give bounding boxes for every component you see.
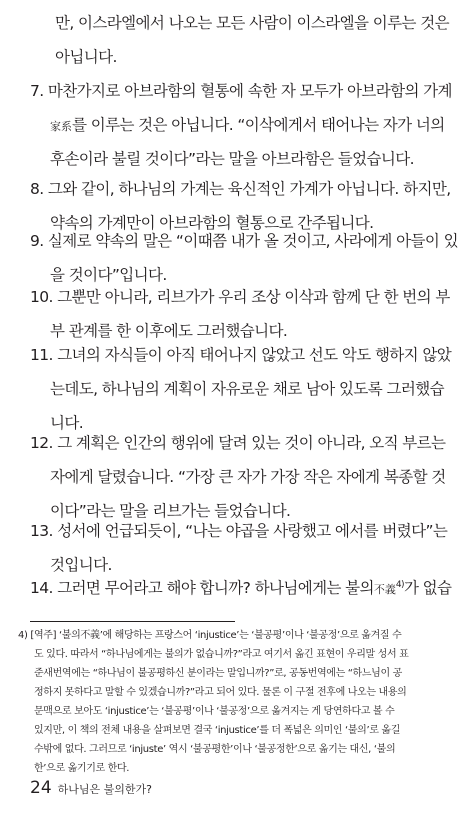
footnote-reference: 4) (395, 580, 404, 590)
verse-text-line: 만, 이스라엘에서 나오는 모든 사람이 이스라엘을 이루는 것은 (55, 14, 449, 32)
verse-first-line (30, 338, 450, 372)
footnote-line: 도 있다. 따라서 “하나님에게는 불의가 없습니까?”라고 여기서 옮긴 표현이 우리말 성서 표 (34, 649, 409, 660)
page-footer (30, 776, 152, 800)
verse-text-line: 아닙니다. (55, 48, 117, 66)
verse-text: 그와 같이, 하나님의 가계는 육신적인 가계가 아닙니다. 하지만, (47, 180, 451, 198)
footnote-line: 준새번역에는 “하나님이 불공평하신 분이라는 말입니까?”로, 공동번역에는 “하느님이 공 (34, 668, 402, 679)
verse-number: 12. (30, 434, 53, 452)
footnote-line: 문맥으로 보아도 ‘injustice’는 ‘불공평’이나 ‘불공정’으로 옮겨지는 게 당연하다고 볼 수 (34, 706, 395, 717)
footnote (18, 626, 452, 778)
verse-number: 14. (30, 579, 53, 597)
verse-text-line (30, 108, 450, 142)
verse-text-line: 자에게 달렸습니다. “가장 큰 자가 가장 작은 자에게 복종할 것 (50, 468, 446, 486)
verse-first-line (30, 224, 458, 258)
verse-first-line (30, 74, 450, 108)
verse-first-line (30, 514, 450, 548)
verse-first-line (30, 568, 450, 602)
verse-text-line: 후손이라 불릴 것이다”라는 말을 아브라함은 들었습니다. (50, 150, 414, 168)
footnote-line: 한’으로 옮기기로 한다. (34, 763, 130, 774)
verse-text: 실제로 약속의 말은 “이때쯤 내가 올 것이고, 사라에게 아들이 있 (47, 232, 458, 250)
verse-number: 10. (30, 288, 53, 306)
verse-first-line (30, 172, 450, 206)
verse-first-line (30, 426, 450, 460)
verse-6-continuation (30, 6, 450, 74)
page-number: 24 (30, 778, 52, 798)
footnote-line: 있지만, 이 책의 전체 내용을 살펴보면 결국 ‘injustice’를 더 폭넓은 의미인 ‘불의’로 옮길 (34, 725, 401, 736)
verse-text: 를 이루는 것은 아닙니다. “이삭에게서 태어나는 자가 너의 (72, 116, 445, 134)
verse-text: 성서에 언급되듯이, “나는 야곱을 사랑했고 에서를 버렸다”는 (57, 522, 448, 540)
verse-text-line: 니다. (50, 414, 84, 432)
verse-text-line: 것입니다. (50, 556, 112, 574)
footnote-divider (30, 621, 235, 622)
verse-11 (30, 338, 450, 440)
verse-text: 그녀의 자식들이 아직 태어나지 않았고 선도 악도 행하지 않았 (57, 346, 452, 364)
verse-text-line: 부 관계를 한 이후에도 그러했습니다. (50, 322, 288, 340)
verse-number: 11. (30, 346, 53, 364)
hanja-annotation: 家系 (50, 120, 72, 133)
verse-number: 8. (30, 180, 44, 198)
verse-12 (30, 426, 450, 528)
running-title: 하나님은 불의한가? (57, 783, 152, 796)
footnote-line: 4) [역주] ‘불의不義’에 해당하는 프랑스어 ‘injustice’는 ‘불공평’이나 ‘불공정’으로 옮겨질 수 (18, 630, 402, 641)
verse-text: 그러면 무어라고 해야 합니까? 하나님에게는 불의 (57, 579, 374, 597)
verse-text: 그 계획은 인간의 행위에 달려 있는 것이 아니라, 오직 부르는 (57, 434, 446, 452)
verse-7 (30, 74, 450, 176)
verse-text-line: 이다”라는 말을 리브가는 들었습니다. (50, 502, 291, 520)
verse-number: 7. (30, 82, 44, 100)
verse-text: 가 없습 (403, 579, 452, 597)
footnote-line: 정하지 못하다고 말할 수 있겠습니까?”라고 되어 있다. 물론 이 구절 전후에 나오는 내용의 (34, 687, 407, 698)
verse-text: 마찬가지로 아브라함의 혈통에 속한 자 모두가 아브라함의 가계 (47, 82, 452, 100)
verse-text-line: 는데도, 하나님의 계획이 자유로운 채로 남아 있도록 그러했습 (50, 380, 444, 398)
verse-number: 9. (30, 232, 44, 250)
verse-text-line: 약속의 가계만이 아브라함의 혈통으로 간주됩니다. (50, 214, 374, 232)
verse-text: 그뿐만 아니라, 리브가가 우리 조상 이삭과 함께 단 한 번의 부 (57, 288, 450, 306)
verse-first-line (30, 280, 450, 314)
verse-14 (30, 568, 450, 602)
footnote-line: 수밖에 없다. 그러므로 ‘injuste’ 역시 ‘불공평한’이나 ‘불공정한’으로 옮기는 대신, ‘불의 (34, 744, 396, 755)
verse-number: 13. (30, 522, 53, 540)
hanja-annotation: 不義 (373, 583, 396, 596)
verse-text-line: 을 것이다”입니다. (50, 266, 167, 284)
